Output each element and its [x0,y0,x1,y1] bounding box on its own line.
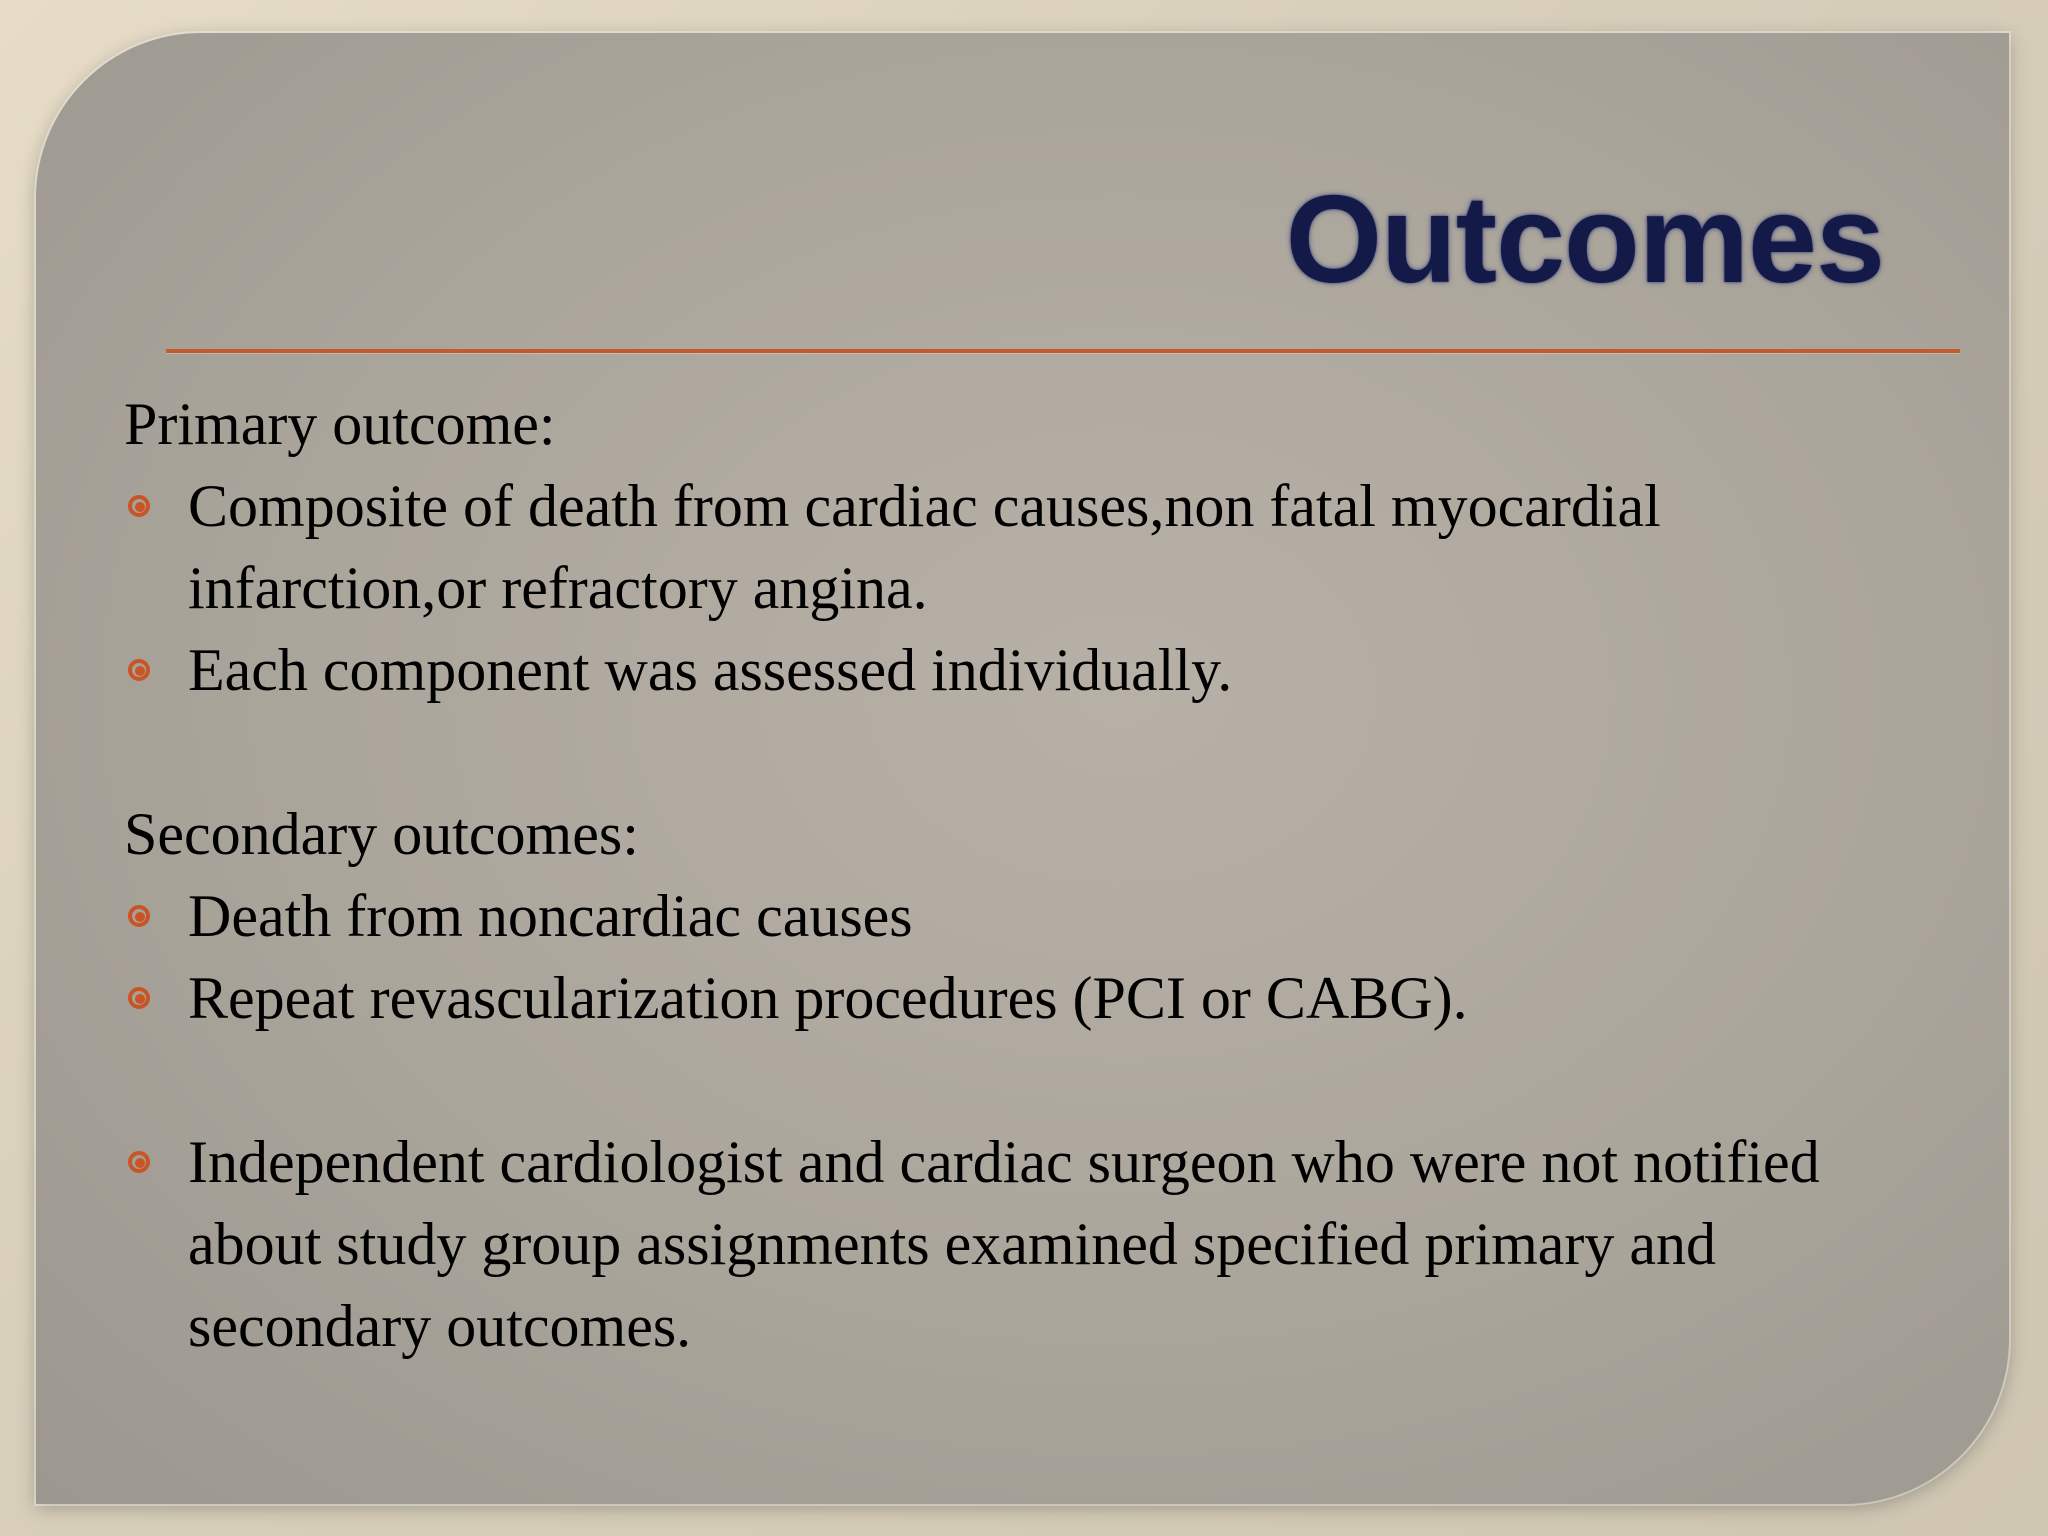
circle-bullet-icon [128,905,150,927]
primary-bullet-1 [124,465,1924,629]
bullet-text: Repeat revascularization procedures (PCI or CABG). [188,965,1468,1031]
circle-bullet-icon [128,495,150,517]
primary-bullet-2 [124,629,1924,711]
section-spacer [124,711,1924,793]
circle-bullet-icon [128,659,150,681]
slide-title: Outcomes [1285,171,1884,309]
slide-body [124,383,1924,1367]
assessment-note-bullet [124,1121,1924,1367]
circle-bullet-icon [128,987,150,1009]
bullet-text: Composite of death from cardiac causes,non fatal myocardial infarction,or refractory angina. [188,473,1661,621]
primary-outcome-label: Primary outcome: [124,391,556,457]
title-divider [166,349,1960,353]
bullet-text: Each component was assessed individually. [188,637,1233,703]
secondary-outcomes-label: Secondary outcomes: [124,801,639,867]
bullet-text: Death from noncardiac causes [188,883,913,949]
secondary-bullet-2 [124,957,1924,1039]
secondary-bullet-1 [124,875,1924,957]
circle-bullet-icon [128,1151,150,1173]
bullet-text: Independent cardiologist and cardiac surgeon who were not notified about study group assignments examined specified primary and secondary outcomes. [188,1129,1820,1359]
section-spacer [124,1039,1924,1121]
